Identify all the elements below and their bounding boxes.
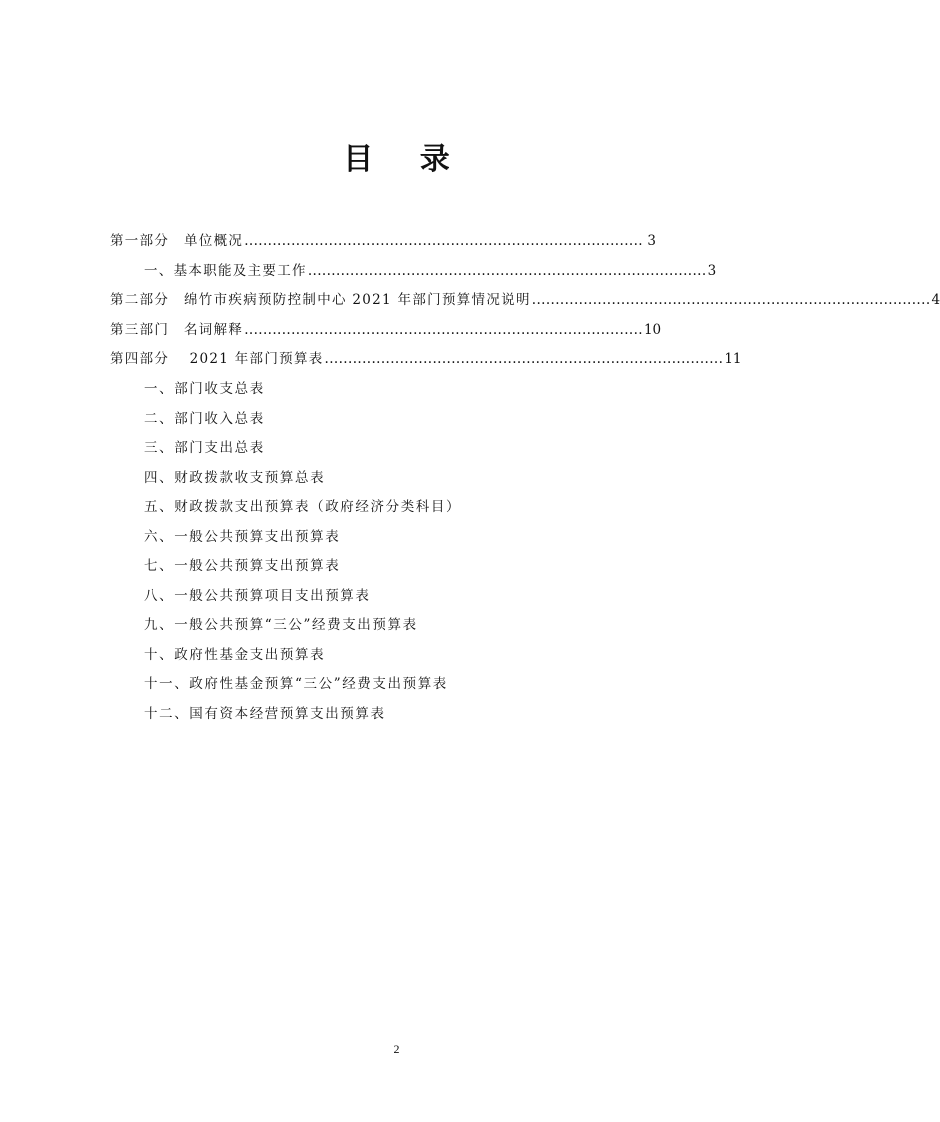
list-item[interactable]: 十、政府性基金支出预算表 xyxy=(144,646,326,663)
toc-entry-label: 第四部分 2021 年部门预算表 xyxy=(110,351,324,367)
list-item[interactable]: 五、财政拨款支出预算表（政府经济分类科目） xyxy=(144,499,462,515)
table-of-contents xyxy=(110,229,940,377)
toc-entry-label: 第一部分 单位概况 xyxy=(110,233,244,249)
budget-table-list xyxy=(144,377,461,731)
toc-entry-label: 一、基本职能及主要工作 xyxy=(144,262,307,279)
toc-entry-part-three[interactable] xyxy=(110,318,662,348)
toc-entry-part-two[interactable] xyxy=(110,288,940,318)
toc-entry-page: 4 xyxy=(931,292,940,308)
toc-entry-part-one[interactable] xyxy=(110,229,656,259)
list-item[interactable]: 七、一般公共预算支出预算表 xyxy=(144,558,341,574)
dot-leader: ..................................................................................... xyxy=(307,262,707,279)
dot-leader: ..................................................................................... xyxy=(244,233,643,249)
toc-entry-page: 10 xyxy=(643,321,662,338)
toc-entry-page: 11 xyxy=(724,351,742,367)
list-item[interactable]: 一、部门收支总表 xyxy=(144,381,265,397)
list-item[interactable]: 八、一般公共预算项目支出预算表 xyxy=(144,587,371,604)
dot-leader: ..................................................................................... xyxy=(531,292,931,308)
dot-leader: ..................................................................................... xyxy=(324,351,724,367)
list-item[interactable]: 十一、政府性基金预算“三公”经费支出预算表 xyxy=(144,676,448,692)
toc-entry-page: 3 xyxy=(647,233,656,249)
list-item[interactable]: 九、一般公共预算“三公”经费支出预算表 xyxy=(144,617,418,633)
toc-entry-label: 第二部分 绵竹市疾病预防控制中心 2021 年部门预算情况说明 xyxy=(110,292,531,308)
list-item[interactable]: 六、一般公共预算支出预算表 xyxy=(144,528,341,545)
list-item[interactable]: 二、部门收入总表 xyxy=(144,410,265,427)
list-item[interactable]: 十二、国有资本经营预算支出预算表 xyxy=(144,705,386,722)
page-number: 2 xyxy=(393,1042,400,1056)
toc-entry-basic-functions[interactable] xyxy=(110,259,717,289)
toc-entry-page: 3 xyxy=(707,262,717,279)
page-title: 目 录 xyxy=(343,142,468,177)
toc-entry-part-four[interactable] xyxy=(110,347,742,377)
dot-leader: ..................................................................................... xyxy=(244,321,643,338)
list-item[interactable]: 四、财政拨款收支预算总表 xyxy=(144,469,326,486)
list-item[interactable]: 三、部门支出总表 xyxy=(144,440,265,456)
toc-entry-label: 第三部门 名词解释 xyxy=(110,321,244,338)
